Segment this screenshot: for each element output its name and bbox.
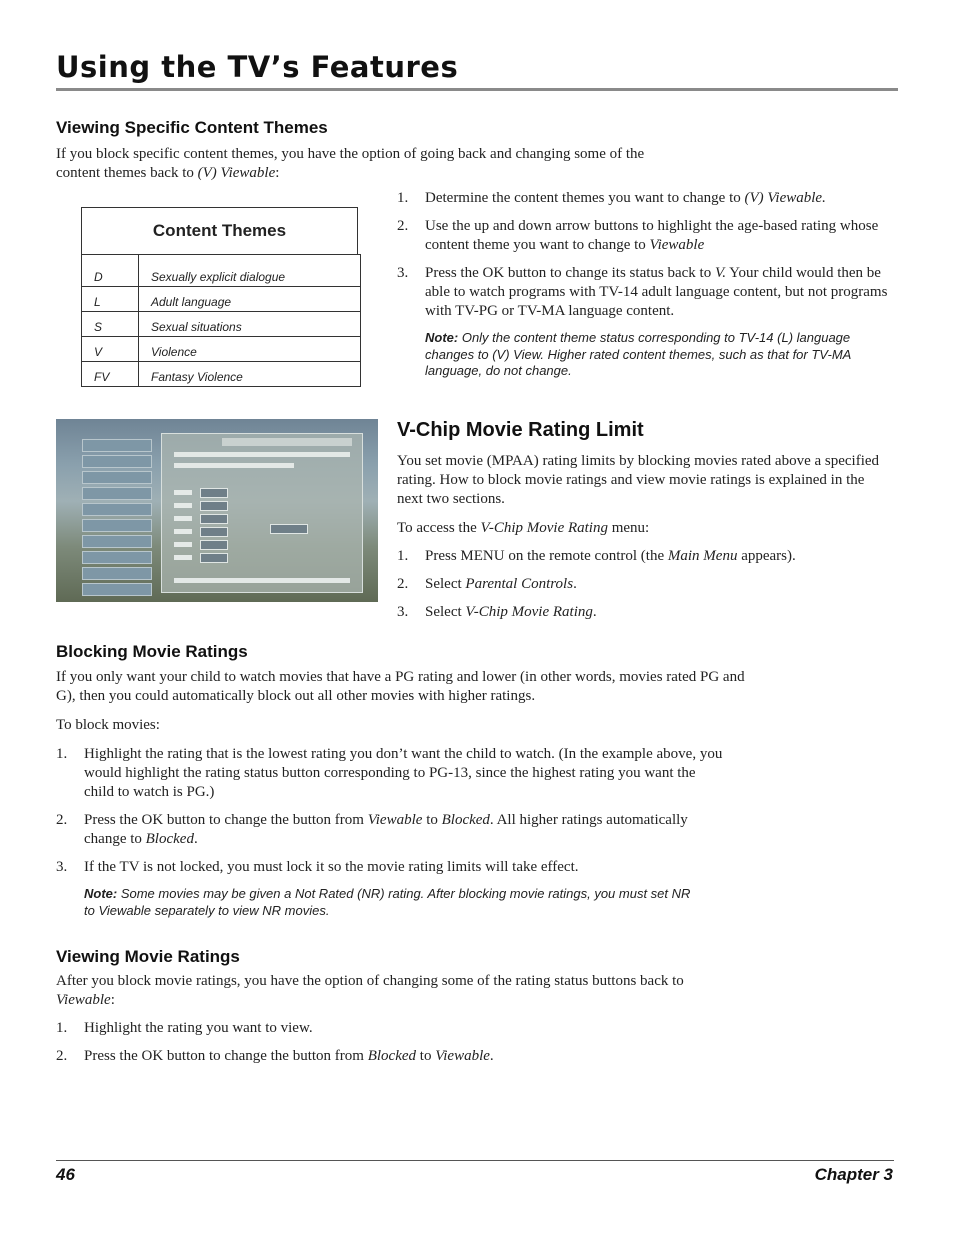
theme-label: Fantasy Violence [139,362,361,387]
list-item: 1. Highlight the rating you want to view. [56,1020,313,1036]
intro-line-1: If you block specific content themes, you have the option of going back and changing some of the [56,146,645,162]
theme-code: S [82,312,139,337]
content-themes-table [81,207,361,387]
screenshot-menu-list [82,439,152,599]
chapter-label: Chapter 3 [814,1165,893,1184]
list-item: 3. If the TV is not locked, you must lock it so the movie rating limits will take effect. [56,859,579,875]
theme-code: D [82,255,139,287]
theme-code: V [82,337,139,362]
list-item: 2. Press the OK button to change the button from Blocked to Viewable. [56,1048,494,1064]
vchip-movie-access: To access the V-Chip Movie Rating menu: [397,520,650,536]
section-heading-content-themes: Viewing Specific Content Themes [56,118,328,137]
vchip-menu-screenshot [56,419,378,602]
list-item: 3. Select V-Chip Movie Rating. [397,604,597,620]
table-row [82,312,361,337]
footer-rule [56,1160,894,1161]
list-item: 1. Press MENU on the remote control (the Main Menu appears). [397,548,796,564]
content-themes-note: Note: Only the content theme status corresponding to TV-14 (L) language changes to (V) View. Higher rated content themes, such as that for TV-MA language, do not change. [425,330,851,378]
table-row [82,287,361,312]
content-themes-steps [397,189,897,380]
title-rule [56,88,898,91]
list-item: 2. Press the OK button to change the button from Viewable to Blocked. All higher ratings automatically change to Blocked. [56,812,688,847]
blocking-lead: To block movies: [56,717,160,733]
section-heading-viewing-movie: Viewing Movie Ratings [56,947,240,966]
blocking-note: Note: Some movies may be given a Not Rated (NR) rating. After blocking movie ratings, you must set NR to Viewable separately to view NR movies. [84,886,691,918]
content-themes-table-title: Content Themes [81,207,358,255]
viewing-paragraph: After you block movie ratings, you have the option of changing some of the rating status buttons back to Viewable: [56,973,684,1008]
theme-label: Sexual situations [139,312,361,337]
list-item: 1. Determine the content themes you want to change to (V) Viewable. [397,190,826,206]
theme-code: L [82,287,139,312]
section-heading-vchip-movie: V-Chip Movie Rating Limit [397,419,644,441]
content-themes-rows [81,254,361,387]
blocking-movie-body [56,668,746,919]
list-item: 2. Use the up and down arrow buttons to highlight the age-based rating whose content theme you want to change to Viewable [397,218,879,253]
list-item: 3. Press the OK button to change its status back to V. Your child would then be able to watch programs with TV-14 adult language content, but not programs with TV-PG or TV-MA language content. [397,265,888,319]
blocking-paragraph: If you only want your child to watch movies that have a PG rating and lower (in other words, movies rated PG and G), then you could automatically block out all other movies with higher ratings. [56,669,745,704]
page-number: 46 [56,1165,75,1184]
table-row [82,255,361,287]
page-title: Using the TV’s Features [56,50,459,84]
section-heading-blocking-movie: Blocking Movie Ratings [56,642,248,661]
content-themes-intro [56,145,756,183]
theme-label: Adult language [139,287,361,312]
viewing-movie-body [56,972,736,1066]
list-item: 1. Highlight the rating that is the lowest rating you don’t want the child to watch. (In the example above, you would highlight the rating status button corresponding to PG-13, since the highest rating you want the child to watch is PG.) [56,746,723,800]
vchip-movie-paragraph: You set movie (MPAA) rating limits by blocking movies rated above a specified rating. How to block movie ratings and view movie ratings is explained in the next two sections. [397,453,880,507]
intro-line-2: content themes back to (V) Viewable: [56,165,280,181]
vchip-movie-body [397,452,887,622]
theme-code: FV [82,362,139,387]
screenshot-menu-panel [161,433,363,593]
theme-label: Sexually explicit dialogue [139,255,361,287]
list-item: 2. Select Parental Controls. [397,576,577,592]
theme-label: Violence [139,337,361,362]
table-row [82,337,361,362]
table-row [82,362,361,387]
